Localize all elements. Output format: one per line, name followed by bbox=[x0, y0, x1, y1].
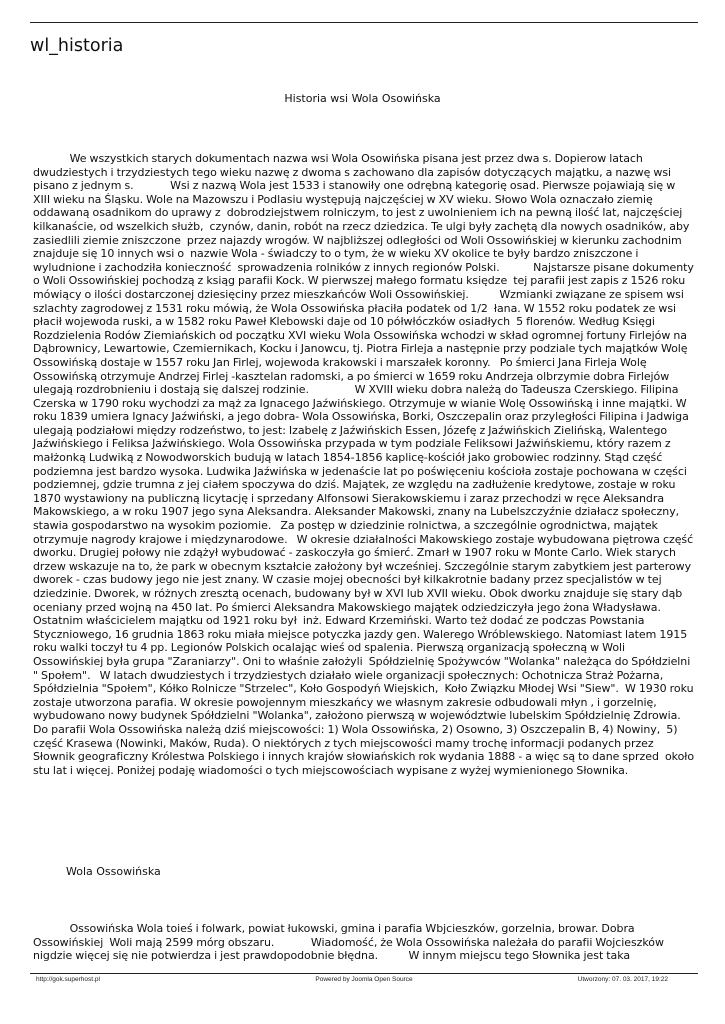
section-heading: Wola Ossowińska bbox=[66, 865, 161, 878]
footer-rule bbox=[30, 973, 698, 974]
page-footer bbox=[30, 976, 698, 988]
article-body: We wszystkich starych dokumentach nazwa wsi Wola Osowińska pisana jest przez dwa s. Dopierow latach dwudziestych i trzydziestych tego wieku nazwę z dwoma s zachowano dla zapisów dotyczących majątku, a nazwę wsi pisano z jednym s. Wsi z nazwą Wola jest 1533 i stanowiły one odrębną kategorię osad. Pierwsze pojawiają się w XIII wieku na Śląsku. Wole na Mazowszu i Podlasiu występują najczęściej w XV wieku. Słowo Wola oznaczało ziemię oddawaną osadnikom do uprawy z dobrodziejstwem rolniczym, to jest z uwolnieniem ich na pewną ilość lat, najczęściej kilkanaście, od wszelkich służb, czynów, danin, robót na rzecz dziedzica. Te ulgi były zachętą dla nowych osadników, aby zasiedlili ziemie zniszczone przez najazdy wrogów. W najbliższej odległości od Woli Ossowińskiej w kierunku zachodnim znajduje się 10 innych wsi o nazwie Wola - świadczy to o tym, że w wieku XV okolice te były bardzo zniszczone i wyludnione i zachodziła konieczność sprowadzenia rolników z innych regionów Polski. Najstarsze pisane dokumenty o Woli Ossowińskiej pochodzą z ksiąg parafii Kock. W pierwszej małego formatu księdze tej parafii jest zapis z 1526 roku mówiący o ilości dostarczonej dziesięciny przez mieszkańców Woli Ossowińskiej. Wzmianki związane ze spisem wsi szlachty zagrodowej z 1531 roku mówią, że Wola Ossowińska płaciła podatek od 1/2 łana. W 1552 roku podatek ze wsi płacił wojewoda ruski, a w 1582 roku Paweł Klebowski daje od 10 półwłóczków osiadłych 5 florenów. Według Księgi Rozdzielenia Rodów Ziemiańskich od początku XVI wieku Wola Ossowińska wchodzi w skład ogromnej fortuny Firlejów na Dąbrownicy, Lewartowie, Czemiernikach, Kocku i Janowcu, tj. Piotra Firleja a następnie przy podziale tych majątków Wolę Ossowińską dostaje w 1557 roku Jan Firlej, wojewoda krakowski i marszałek koronny. Po śmierci Jana Firleja Wolę Ossowińską otrzymuje Andrzej Firlej -kasztelan radomski, a po śmierci w 1659 roku Andrzeja olbrzymie dobra Firlejów ulegają rozdrobnieniu i dostają się dalszej rodzinie. W XVIII wieku dobra należą do Tadeusza Czerskiego. Filipina Czerska w 1790 roku wychodzi za mąż za Ignacego Jaźwińskiego. Otrzymuje w wianie Wolę Ossowińską i inne majątki. W roku 1839 umiera Ignacy Jaźwiński, a jego dobra- Wola Ossowińska, Borki, Oszczepalin oraz przyległości Filipina i Jadwiga ulegają podziałowi między rodzeństwo, to jest: Izabelę z Jaźwińskich Essen, Józefę z Jaźwińskich Zielińską, Walentego Jaźwińskiego i Feliksa Jaźwińskiego. Wola Ossowińska przypada w tym podziale Feliksowi Jaźwińskiemu, który razem z małżonką Ludwiką z Nowodworskich budują w latach 1854-1856 kaplicę-kościół jako grobowiec rodzinny. Stąd część podziemna jest bardzo wysoka. Ludwika Jaźwińska w jedenaście lat po poświęceniu kościoła zostaje pochowana w części podziemnej, gdzie trumna z jej ciałem spoczywa do dziś. Majątek, ze względu na zadłużenie kredytowe, zostaje w roku 1870 wystawiony na publiczną licytację i sprzedany Alfonsowi Sierakowskiemu i zaraz przechodzi w ręce Aleksandra Makowskiego, a w roku 1907 jego syna Aleksandra. Aleksander Makowski, znany na Lubelszczyźnie działacz społeczny, stawia gospodarstwo na wysokim poziomie. Za postęp w dziedzinie rolnictwa, a szczególnie ogrodnictwa, majątek otrzymuje nagrody krajowe i międzynarodowe. W okresie działalności Makowskiego zostaje wybudowana piętrowa część dworku. Drugiej połowy nie zdążył wybudować - zaskoczyła go śmierć. Zmarł w 1907 roku w Monte Carlo. Wiek starych drzew wskazuje na to, że park w obecnym kształcie założony był wcześniej. Szczególnie starym zabytkiem jest parterowy dworek - czas budowy jego nie jest znany. W czasie mojej obecności był kilkakrotnie badany przez specjalistów w tej dziedzinie. Dworek, w różnych zresztą ocenach, budowany był w XVI lub XVII wieku. Obok dworku znajduje się stary dąb oceniany przed wojną na 450 lat. Po śmierci Aleksandra Makowskiego majątek odziedziczyła jego żona Władysława. Ostatnim właścicielem majątku od 1921 roku był inż. Edward Krzemiński. Warto też dodać ze podczas Powstania Styczniowego, 16 grudnia 1863 roku miała miejsce potyczka jazdy gen. Walerego Wróblewskiego. Natomiast latem 1915 roku walki toczył tu 4 pp. Legionów Polskich ocalając wieś od spalenia. Pierwszą organizacją społeczną w Woli Ossowińskiej była grupa "Zaraniarzy". Oni to właśnie założyli Spółdzielnię Spożywców "Wolanka" należąca do Spółdzielni " Społem". W latach dwudziestych i trzydziestych działało wiele organizacji społecznych: Ochotnicza Straż Pożarna, Spółdzielnia "Społem", Kółko Rolnicze "Strzelec", Koło Gospodyń Wiejskich, Koło Związku Młodej Wsi "Siew". W 1930 roku zostaje utworzona parafia. W okresie powojennym mieszkańcy we własnym zakresie odbudowali młyn , i gorzelnię, wybudowano nowy budynek Spółdzielni "Wolanka", założono pierwszą w województwie lubelskim Spółdzielnię Zdrowia. Do parafii Wola Ossowińska należą dziś miejscowości: 1) Wola Ossowińska, 2) Osowno, 3) Oszczepalin B, 4) Nowiny, 5) część Krasewa (Nowinki, Maków, Ruda). O niektórych z tych miejscowości mamy trochę informacji podanych przez Słownik geograficzny Królestwa Polskiego i innych krajów słowiańskich rok wydania 1888 - a więc są to dane sprzed około stu lat i więcej. Poniżej podaję wiadomości o tych miejscowościach wypisane z wyżej wymienionego Słownika. bbox=[33, 152, 724, 777]
footer-created-date: Utworzony: 07. 03. 2017, 19:22 bbox=[577, 976, 668, 983]
footer-url[interactable]: http://gok.superhost.pl bbox=[36, 976, 100, 983]
site-title: wl_historia bbox=[30, 36, 124, 56]
article-body-continued: Ossowińska Wola toieś i folwark, powiat łukowski, gmina i parafia Wbjcieszków, gorzelnia, browar. Dobra Ossowińskiej Woli mają 2599 mórg obszaru. Wiadomość, że Wola Ossowińska należała do parafii Wojcieszków nigdzie więcej się nie potwierdza i jest prawdopodobnie błędna. W innym miejscu tego Słownika jest taka bbox=[33, 922, 667, 963]
article-title: Historia wsi Wola Osowińska bbox=[284, 92, 441, 105]
footer-powered-by: Powered by Joomla Open Source bbox=[315, 976, 413, 983]
header-rule bbox=[30, 22, 698, 23]
